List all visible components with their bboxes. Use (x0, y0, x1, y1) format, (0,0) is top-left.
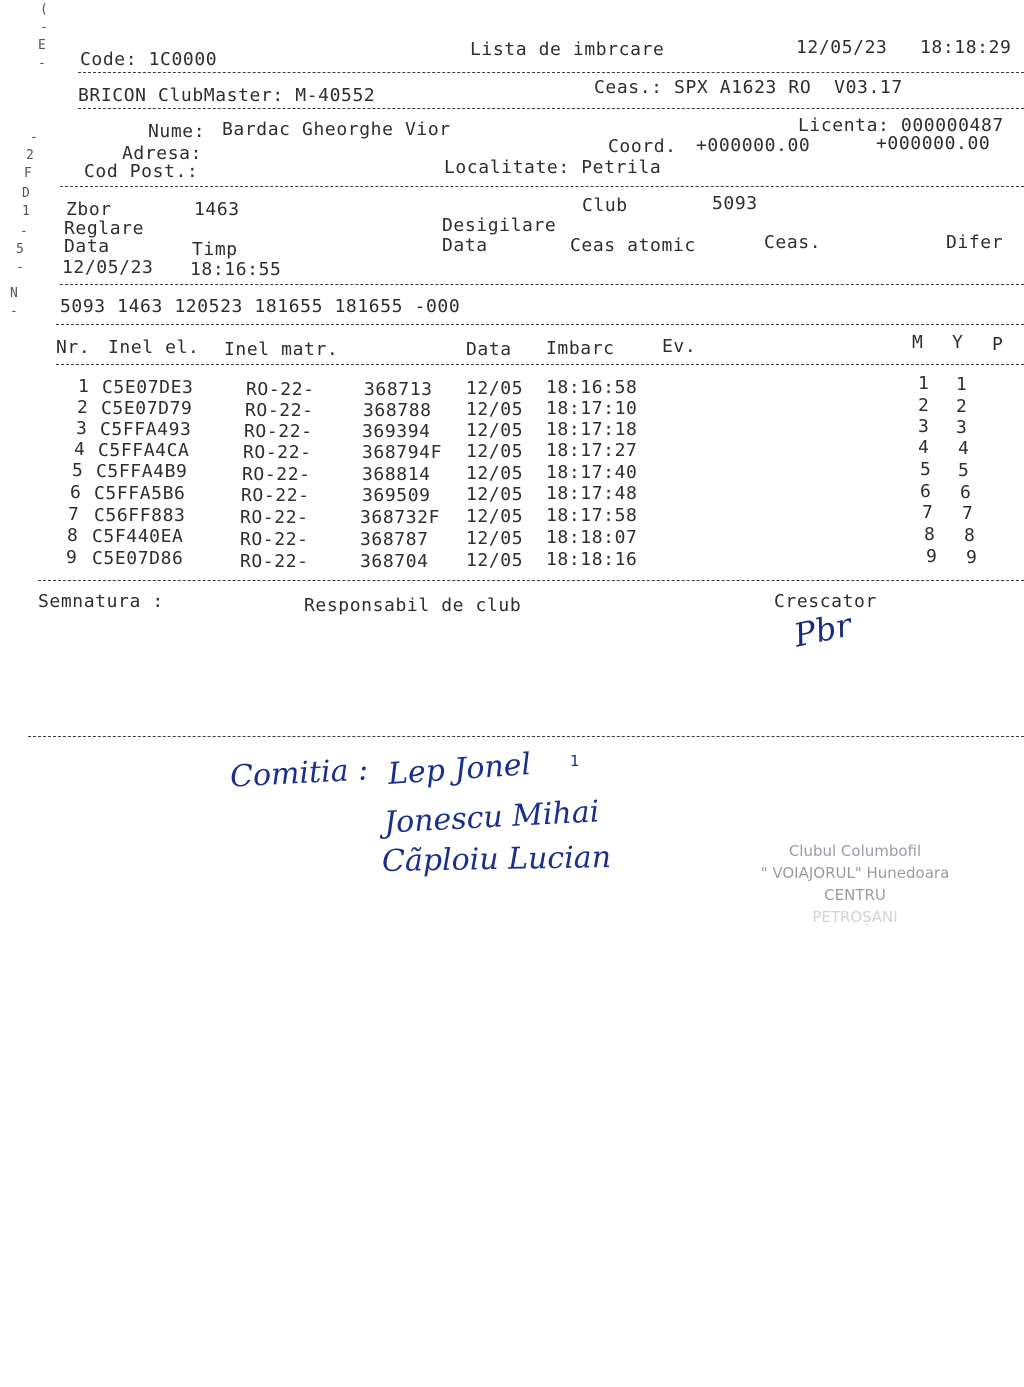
edge-mark: D (22, 186, 30, 201)
boarding-date: 12/05 (466, 506, 524, 527)
edge-mark: F (24, 166, 32, 181)
club-number: 5093 (712, 193, 758, 214)
committee-superscript: 1 (570, 752, 580, 770)
coord-x: +000000.00 (696, 135, 811, 156)
m-value: 9 (926, 546, 938, 567)
row-number: 6 (70, 482, 82, 503)
edge-mark: - (30, 130, 38, 145)
row-number: 7 (68, 504, 80, 525)
edge-mark: 2 (26, 148, 34, 163)
left-edge-marks (0, 0, 48, 330)
boarding-date: 12/05 (466, 463, 524, 484)
m-value: 2 (918, 395, 930, 416)
boarding-time: 18:18:07 (546, 527, 638, 548)
code-label: Code: 1C0000 (80, 49, 218, 70)
ring-number: 368787 (360, 529, 429, 550)
committee-label: Comitia : (229, 752, 370, 795)
boarding-time: 18:17:40 (546, 462, 638, 483)
breeder-signature: Pbr (790, 605, 855, 655)
m-value: 3 (918, 416, 930, 437)
flight-label: Zbor (66, 199, 112, 220)
m-value: 5 (920, 459, 932, 480)
divider (60, 284, 1024, 285)
divider (78, 72, 1024, 73)
address-label: Adresa: (122, 143, 203, 164)
y-value: 4 (958, 438, 970, 459)
y-value: 3 (956, 417, 968, 438)
row-number: 3 (76, 418, 88, 439)
edge-mark: ( (40, 2, 48, 17)
electronic-ring: C56FF883 (94, 505, 186, 526)
stamp-line: " VOIAJORUL" Hunedoara (760, 864, 950, 882)
stamp-line: CENTRU (824, 886, 886, 904)
divider (60, 186, 1024, 187)
licence-number: Licenta: 000000487 (798, 115, 1004, 136)
device-label: BRICON ClubMaster: M-40552 (78, 85, 376, 106)
boarding-date: 12/05 (466, 441, 524, 462)
electronic-ring: C5FFA5B6 (94, 483, 186, 504)
committee-member-3: Cãploiu Lucian (381, 840, 612, 879)
print-time: 18:18:29 (920, 37, 1012, 58)
col-header-nr: Nr. (56, 337, 91, 358)
col-header-data: Data (466, 339, 512, 360)
document-title: Lista de imbrcare (470, 39, 665, 60)
print-date: 12/05/23 (796, 37, 888, 58)
electronic-ring: C5FFA4CA (98, 440, 190, 461)
ring-number: 369509 (362, 485, 431, 506)
col-header-inel-el: Inel el. (108, 337, 200, 358)
committee-member-2: Jonescu Mihai (383, 794, 601, 841)
boarding-date: 12/05 (466, 399, 524, 420)
boarding-date: 12/05 (466, 484, 524, 505)
y-value: 5 (958, 460, 970, 481)
flight-number: 1463 (194, 199, 240, 220)
edge-mark: N (10, 286, 18, 301)
boarding-time: 18:18:16 (546, 549, 638, 570)
flight-code-line: 5093 1463 120523 181655 181655 -000 (60, 296, 461, 317)
y-value: 6 (960, 482, 972, 503)
edge-mark: - (10, 304, 18, 319)
ring-prefix: RO-22- (244, 421, 313, 442)
ring-number: 368788 (363, 400, 432, 421)
divider (38, 580, 1024, 581)
reglare-time: 18:16:55 (190, 259, 282, 280)
ring-number: 369394 (362, 421, 431, 442)
m-value: 6 (920, 481, 932, 502)
reglare-date: 12/05/23 (62, 257, 154, 278)
clock-label: Ceas.: SPX A1623 RO V03.17 (594, 77, 903, 98)
y-value: 2 (956, 396, 968, 417)
ring-prefix: RO-22- (240, 507, 309, 528)
clock-col-label: Ceas. (764, 232, 822, 253)
electronic-ring: C5E07D86 (92, 548, 184, 569)
postcode-label: Cod Post.: (84, 161, 199, 182)
ring-number: 368704 (360, 551, 429, 572)
ring-number: 368814 (362, 464, 431, 485)
boarding-date: 12/05 (466, 550, 524, 571)
col-header-ev: Ev. (662, 336, 697, 357)
m-value: 8 (924, 524, 936, 545)
edge-mark: 5 (16, 242, 24, 257)
breeder-label: Crescator (774, 591, 877, 612)
edge-mark: - (40, 20, 48, 35)
committee-member-1: Lep Jonel (386, 747, 533, 792)
boarding-date: 12/05 (466, 420, 524, 441)
row-number: 8 (67, 525, 79, 546)
m-value: 7 (922, 502, 934, 523)
club-responsible-label: Responsabil de club (304, 595, 522, 616)
boarding-time: 18:16:58 (546, 377, 638, 398)
ring-prefix: RO-22- (241, 485, 310, 506)
ring-number: 368794F (362, 442, 443, 463)
ring-prefix: RO-22- (240, 551, 309, 572)
edge-mark: - (20, 224, 28, 239)
data-label: Data (64, 236, 110, 257)
divider (56, 364, 1024, 365)
ring-prefix: RO-22- (242, 464, 311, 485)
coord-label: Coord. (608, 136, 677, 157)
name-label: Nume: (148, 121, 206, 142)
y-value: 8 (964, 525, 976, 546)
stamp-line: PETROȘANI (812, 908, 898, 926)
atomic-clock-label: Ceas atomic (570, 235, 696, 256)
col-header-p: P (992, 334, 1004, 355)
m-value: 4 (918, 437, 930, 458)
col-header-imbarc: Imbarc (546, 338, 615, 359)
boarding-date: 12/05 (466, 528, 524, 549)
owner-name: Bardac Gheorghe Vior (222, 119, 451, 140)
y-value: 9 (966, 547, 978, 568)
electronic-ring: C5F440EA (92, 526, 184, 547)
coord-y: +000000.00 (876, 133, 991, 154)
ring-prefix: RO-22- (243, 442, 312, 463)
data-label-2: Data (442, 235, 488, 256)
divider (78, 108, 1024, 109)
electronic-ring: C5FFA4B9 (96, 461, 188, 482)
row-number: 4 (74, 439, 86, 460)
boarding-time: 18:17:58 (546, 505, 638, 526)
y-value: 7 (962, 503, 974, 524)
col-header-m: M (912, 332, 924, 353)
y-value: 1 (956, 374, 968, 395)
stamp-line: Clubul Columbofil (788, 842, 922, 860)
signature-label: Semnatura : (38, 591, 164, 612)
col-header-y: Y (952, 332, 964, 353)
edge-mark: E (38, 38, 46, 53)
boarding-time: 18:17:10 (546, 398, 638, 419)
club-label: Club (582, 195, 628, 216)
edge-mark: - (16, 260, 24, 275)
electronic-ring: C5FFA493 (100, 419, 192, 440)
divider (28, 736, 1024, 737)
boarding-time: 18:17:48 (546, 483, 638, 504)
ring-prefix: RO-22- (240, 529, 309, 550)
edge-mark: - (38, 56, 46, 71)
ring-number: 368732F (360, 507, 441, 528)
edge-mark: 1 (22, 204, 30, 219)
row-number: 1 (78, 376, 90, 397)
ring-prefix: RO-22- (245, 400, 314, 421)
boarding-date: 12/05 (466, 378, 524, 399)
electronic-ring: C5E07DE3 (102, 377, 194, 398)
ring-prefix: RO-22- (246, 379, 315, 400)
reglare-label: Reglare (64, 218, 145, 239)
divider (56, 324, 1024, 325)
m-value: 1 (918, 373, 930, 394)
desigilare-label: Desigilare (442, 215, 557, 236)
boarding-time: 18:17:18 (546, 419, 638, 440)
col-header-inel-matr: Inel matr. (224, 339, 339, 360)
difference-label: Difer (946, 232, 1004, 253)
ring-number: 368713 (364, 379, 433, 400)
row-number: 9 (66, 547, 78, 568)
electronic-ring: C5E07D79 (101, 398, 193, 419)
row-number: 5 (72, 460, 84, 481)
club-stamp (720, 840, 990, 928)
boarding-time: 18:17:27 (546, 440, 638, 461)
timp-label: Timp (192, 239, 238, 260)
row-number: 2 (77, 397, 89, 418)
locality-label: Localitate: Petrila (444, 157, 662, 178)
